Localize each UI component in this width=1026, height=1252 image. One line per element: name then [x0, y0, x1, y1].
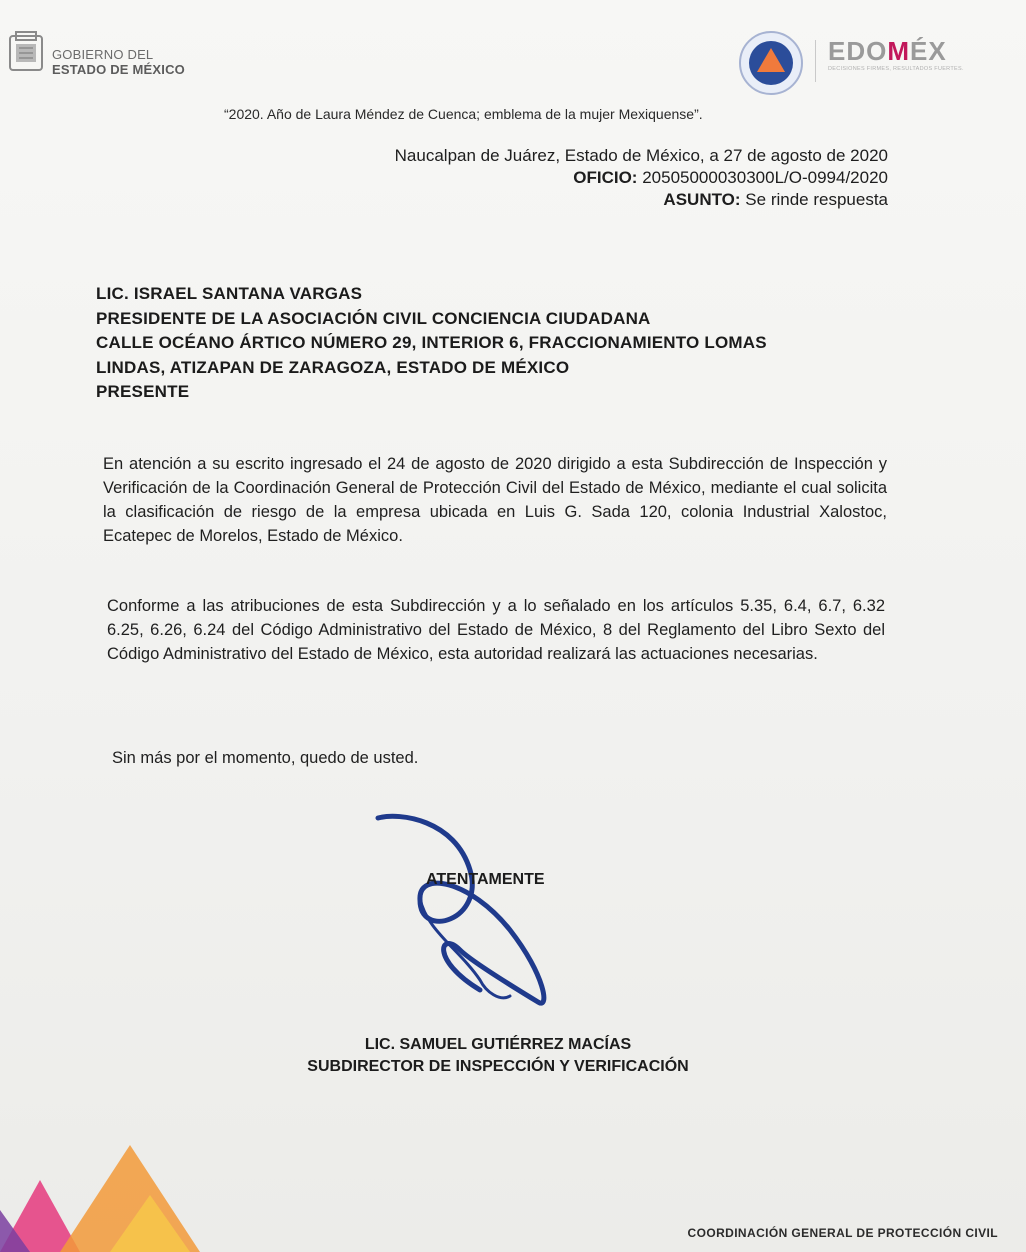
addressee-presente: PRESENTE: [96, 382, 190, 401]
edomex-logo: [828, 36, 947, 67]
addressee-address-1: CALLE OCÉANO ÁRTICO NÚMERO 29, INTERIOR 6, FRACCIONAMIENTO LOMAS: [96, 333, 767, 352]
dateline-block: [395, 145, 888, 211]
signer-title: SUBDIRECTOR DE INSPECCIÓN Y VERIFICACIÓN: [307, 1058, 689, 1075]
signer-name: LIC. SAMUEL GUTIÉRREZ MACÍAS: [364, 1036, 632, 1053]
edomex-logo-suffix: ÉX: [910, 36, 947, 66]
header-divider: [815, 40, 816, 82]
body-paragraph-2: Conforme a las atribuciones de esta Subdirección y a lo señalado en los artículos 5.35, 6.4, 6.7, 6.32 6.25, 6.26, 6.24 del Código Administrativo del Estado de México, 8 del Reglamento del Libro Sexto del Código Administrativo del Estado de México, esta autoridad realizará las actuaciones necesarias.: [107, 597, 885, 663]
footer-department: COORDINACIÓN GENERAL DE PROTECCIÓN CIVIL: [687, 1226, 998, 1240]
edomex-logo-mark: M: [887, 36, 911, 66]
edomex-tagline: DECISIONES FIRMES, RESULTADOS FUERTES.: [828, 66, 964, 72]
closing-line: Sin más por el momento, quedo de usted.: [112, 749, 419, 767]
addressee-block: [96, 282, 767, 405]
addressee-position: PRESIDENTE DE LA ASOCIACIÓN CIVIL CONCIENCIA CIUDADANA: [96, 308, 651, 328]
addressee-name: LIC. ISRAEL SANTANA VARGAS: [96, 284, 363, 303]
state-coat-of-arms-icon: [6, 30, 46, 74]
asunto-line: [395, 189, 888, 211]
oficio-line: [395, 167, 888, 189]
place-and-date: Naucalpan de Juárez, Estado de México, a 27 de agosto de 2020: [394, 146, 888, 165]
government-line-1: GOBIERNO DEL: [52, 47, 154, 62]
government-logo-text: [52, 47, 185, 77]
asunto-label: ASUNTO:: [663, 190, 741, 209]
salutation: ATENTAMENTE: [426, 871, 545, 888]
oficio-label: OFICIO:: [573, 168, 638, 187]
asunto-value: Se rinde respuesta: [745, 190, 888, 209]
government-line-2: ESTADO DE MÉXICO: [52, 62, 185, 77]
body-paragraph-1: En atención a su escrito ingresado el 24 de agosto de 2020 dirigido a esta Subdirección de Inspección y Verificación de la Coordinación General de Protección Civil del Estado de México, mediante el cual solicita la clasificación de riesgo de la empresa ubicada en Luis G. Sada 120, colonia Industrial Xalostoc, Ecatepec de Morelos, Estado de México.: [103, 455, 887, 545]
year-motto: “2020. Año de Laura Méndez de Cuenca; emblema de la mujer Mexiquense”.: [224, 106, 703, 122]
oficio-number: 20505000030300L/O-0994/2020: [642, 168, 888, 187]
footer-decoration: [0, 1140, 300, 1252]
civil-protection-badge-icon: [738, 30, 804, 96]
signer-block: [278, 1034, 718, 1078]
edomex-logo-prefix: EDO: [828, 36, 888, 66]
handwritten-signature: [360, 810, 580, 1020]
addressee-address-2: LINDAS, ATIZAPAN DE ZARAGOZA, ESTADO DE MÉXICO: [96, 357, 570, 377]
